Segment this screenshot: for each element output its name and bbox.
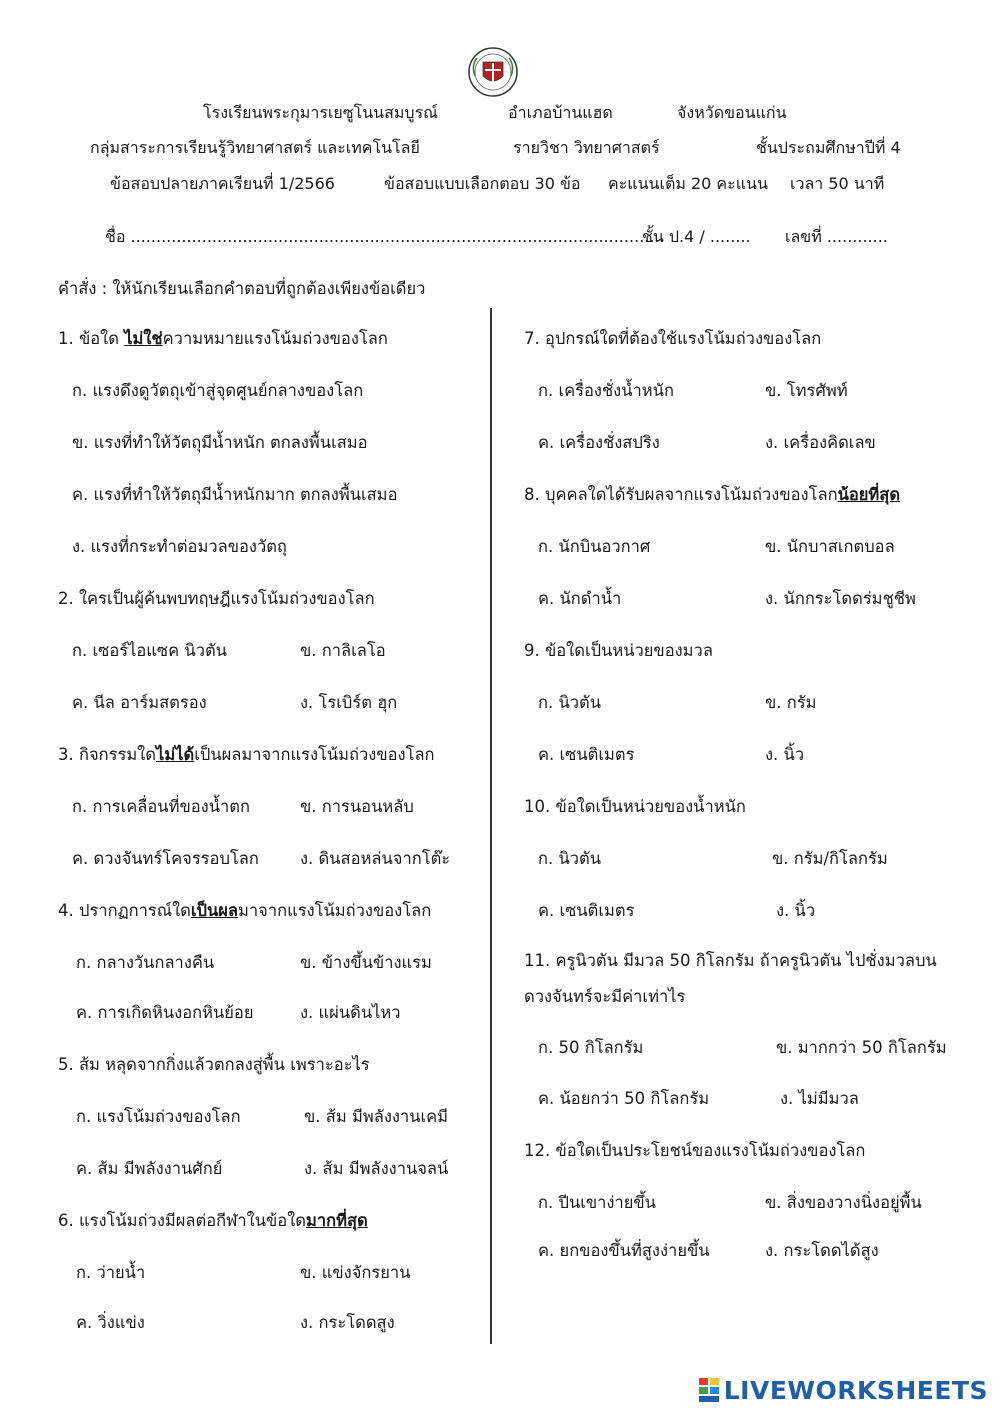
instruction: คำสั่ง : ให้นักเรียนเลือกคำตอบที่ถูกต้องเพียงข้อเดียว <box>58 279 426 298</box>
question-11-line-1: 11. ครูนิวตัน มีมวล 50 กิโลกรัม ถ้าครูนิวตัน ไปชั่งมวลบน <box>524 951 937 970</box>
question-2: 2. ใครเป็นผู้ค้นพบทฤษฎีแรงโน้มถ่วงของโลก <box>58 589 375 608</box>
q2-option-a[interactable]: ก. เซอร์ไอแซค นิวตัน <box>72 641 227 660</box>
q9-option-b[interactable]: ข. กรัม <box>765 693 817 712</box>
q8-option-d[interactable]: ง. นักกระโดดร่มชูชีพ <box>765 589 916 608</box>
grade: ชั้นประถมศึกษาปีที่ 4 <box>756 138 901 157</box>
question-1: 1. ข้อใด ไม่ใช่ความหมายแรงโน้มถ่วงของโลก <box>58 329 388 348</box>
q5-option-a[interactable]: ก. แรงโน้มถ่วงของโลก <box>76 1107 241 1126</box>
q12-option-b[interactable]: ข. สิ่งของวางนิ่งอยู่พื้น <box>765 1193 922 1212</box>
q10-option-c[interactable]: ค. เซนติเมตร <box>538 901 635 920</box>
q3-option-b[interactable]: ข. การนอนหลับ <box>300 797 414 816</box>
q4-option-a[interactable]: ก. กลางวันกลางคืน <box>76 953 215 972</box>
q7-option-d[interactable]: ง. เครื่องคิดเลข <box>765 433 876 452</box>
q7-option-b[interactable]: ข. โทรศัพท์ <box>765 381 848 400</box>
q5-option-c[interactable]: ค. ส้ม มีพลังงานศักย์ <box>76 1159 223 1178</box>
province: จังหวัดขอนแก่น <box>677 103 787 122</box>
exam-title: ข้อสอบปลายภาคเรียนที่ 1/2566 <box>110 174 335 193</box>
q8-option-a[interactable]: ก. นักบินอวกาศ <box>538 537 651 556</box>
question-3: 3. กิจกรรมใดไม่ได้เป็นผลมาจากแรงโน้มถ่วงของโลก <box>58 745 435 764</box>
q4-option-d[interactable]: ง. แผ่นดินไหว <box>300 1003 401 1022</box>
q3-option-a[interactable]: ก. การเคลื่อนที่ของน้ำตก <box>72 797 250 816</box>
q4-option-c[interactable]: ค. การเกิดหินงอกหินย้อย <box>76 1003 254 1022</box>
liveworksheets-brand <box>698 1374 988 1406</box>
question-7: 7. อุปกรณ์ใดที่ต้องใช้แรงโน้มถ่วงของโลก <box>524 329 822 348</box>
full-score: คะแนนเต็ม 20 คะแนน <box>608 174 768 193</box>
exam-time: เวลา 50 นาที <box>790 174 885 193</box>
q10-option-a[interactable]: ก. นิวตัน <box>538 849 602 868</box>
q1-option-a[interactable]: ก. แรงดึงดูวัตถุเข้าสู่จุดศูนย์กลางของโลก <box>72 381 364 400</box>
question-4: 4. ปรากฏการณ์ใดเป็นผลมาจากแรงโน้มถ่วงของโลก <box>58 901 432 920</box>
q11-option-b[interactable]: ข. มากกว่า 50 กิโลกรัม <box>776 1038 947 1057</box>
question-12: 12. ข้อใดเป็นประโยชน์ของแรงโน้มถ่วงของโลก <box>524 1141 866 1160</box>
question-10: 10. ข้อใดเป็นหน่วยของน้ำหนัก <box>524 797 746 816</box>
q1-option-b[interactable]: ข. แรงที่ทำให้วัตถุมีน้ำหนัก ตกลงพื้นเสมอ <box>72 433 368 452</box>
subject-group: กลุ่มสาระการเรียนรู้วิทยาศาสตร์ และเทคโนโลยี <box>90 138 420 157</box>
number-field[interactable]: เลขที่ ............ <box>785 227 888 246</box>
exam-type: ข้อสอบแบบเลือกตอบ 30 ข้อ <box>384 174 581 193</box>
q8-option-c[interactable]: ค. นักดำน้ำ <box>538 589 622 608</box>
q2-option-d[interactable]: ง. โรเบิร์ต ฮุก <box>300 693 398 712</box>
q7-option-c[interactable]: ค. เครื่องชั่งสปริง <box>538 433 660 452</box>
question-9: 9. ข้อใดเป็นหน่วยของมวล <box>524 641 713 660</box>
column-divider <box>490 308 492 1344</box>
q3-option-d[interactable]: ง. ดินสอหล่นจากโต๊ะ <box>300 849 451 868</box>
q10-option-d[interactable]: ง. นิ้ว <box>776 901 816 920</box>
q5-option-b[interactable]: ข. ส้ม มีพลังงานเคมี <box>304 1107 449 1126</box>
name-field[interactable]: ชื่อ ......................................................................................................... <box>105 227 665 246</box>
q12-option-d[interactable]: ง. กระโดดได้สูง <box>765 1241 879 1260</box>
class-field[interactable]: ชั้น ป.4 / ........ <box>642 227 751 246</box>
q2-option-c[interactable]: ค. นีล อาร์มสตรอง <box>72 693 207 712</box>
q4-option-b[interactable]: ข. ข้างขึ้นข้างแรม <box>300 953 432 972</box>
q11-option-c[interactable]: ค. น้อยกว่า 50 กิโลกรัม <box>538 1089 710 1108</box>
q7-option-a[interactable]: ก. เครื่องชั่งน้ำหนัก <box>538 381 674 400</box>
q12-option-c[interactable]: ค. ยกของขึ้นที่สูงง่ายขึ้น <box>538 1241 710 1260</box>
q9-option-a[interactable]: ก. นิวตัน <box>538 693 602 712</box>
question-6: 6. แรงโน้มถ่วงมีผลต่อกีฬาในข้อใดมากที่สุด <box>58 1211 368 1230</box>
q6-option-b[interactable]: ข. แข่งจักรยาน <box>300 1263 411 1282</box>
district: อำเภอบ้านแฮด <box>508 103 613 122</box>
q6-option-c[interactable]: ค. วิ่งแข่ง <box>76 1313 145 1332</box>
question-8: 8. บุคคลใดได้รับผลจากแรงโน้มถ่วงของโลกน้อยที่สุด <box>524 485 901 504</box>
q9-option-c[interactable]: ค. เซนติเมตร <box>538 745 635 764</box>
q2-option-b[interactable]: ข. กาลิเลโอ <box>300 641 386 660</box>
q1-option-d[interactable]: ง. แรงที่กระทำต่อมวลของวัตถุ <box>72 537 287 556</box>
q1-option-c[interactable]: ค. แรงที่ทำให้วัตถุมีน้ำหนักมาก ตกลงพื้นเสมอ <box>72 485 398 504</box>
subject: รายวิชา วิทยาศาสตร์ <box>513 138 660 157</box>
school-name: โรงเรียนพระกุมารเยซูโนนสมบูรณ์ <box>203 103 438 122</box>
liveworksheets-logo-icon <box>698 1377 720 1403</box>
question-5: 5. ส้ม หลุดจากกิ่งแล้วตกลงสู่พื้น เพราะอะไร <box>58 1055 370 1074</box>
q10-option-b[interactable]: ข. กรัม/กิโลกรัม <box>772 849 888 868</box>
q11-option-a[interactable]: ก. 50 กิโลกรัม <box>538 1038 644 1057</box>
question-11-line-2: ดวงจันทร์จะมีค่าเท่าไร <box>524 987 686 1006</box>
q5-option-d[interactable]: ง. ส้ม มีพลังงานจลน์ <box>304 1159 449 1178</box>
q3-option-c[interactable]: ค. ดวงจันทร์โคจรรอบโลก <box>72 849 259 868</box>
q12-option-a[interactable]: ก. ปีนเขาง่ายขึ้น <box>538 1193 656 1212</box>
q8-option-b[interactable]: ข. นักบาสเกตบอล <box>765 537 895 556</box>
q11-option-d[interactable]: ง. ไม่มีมวล <box>780 1089 859 1108</box>
q6-option-d[interactable]: ง. กระโดดสูง <box>300 1313 395 1332</box>
q9-option-d[interactable]: ง. นิ้ว <box>765 745 805 764</box>
brand-text: LIVEWORKSHEETS <box>723 1375 988 1405</box>
school-seal-logo <box>461 46 525 98</box>
q6-option-a[interactable]: ก. ว่ายน้ำ <box>76 1263 146 1282</box>
